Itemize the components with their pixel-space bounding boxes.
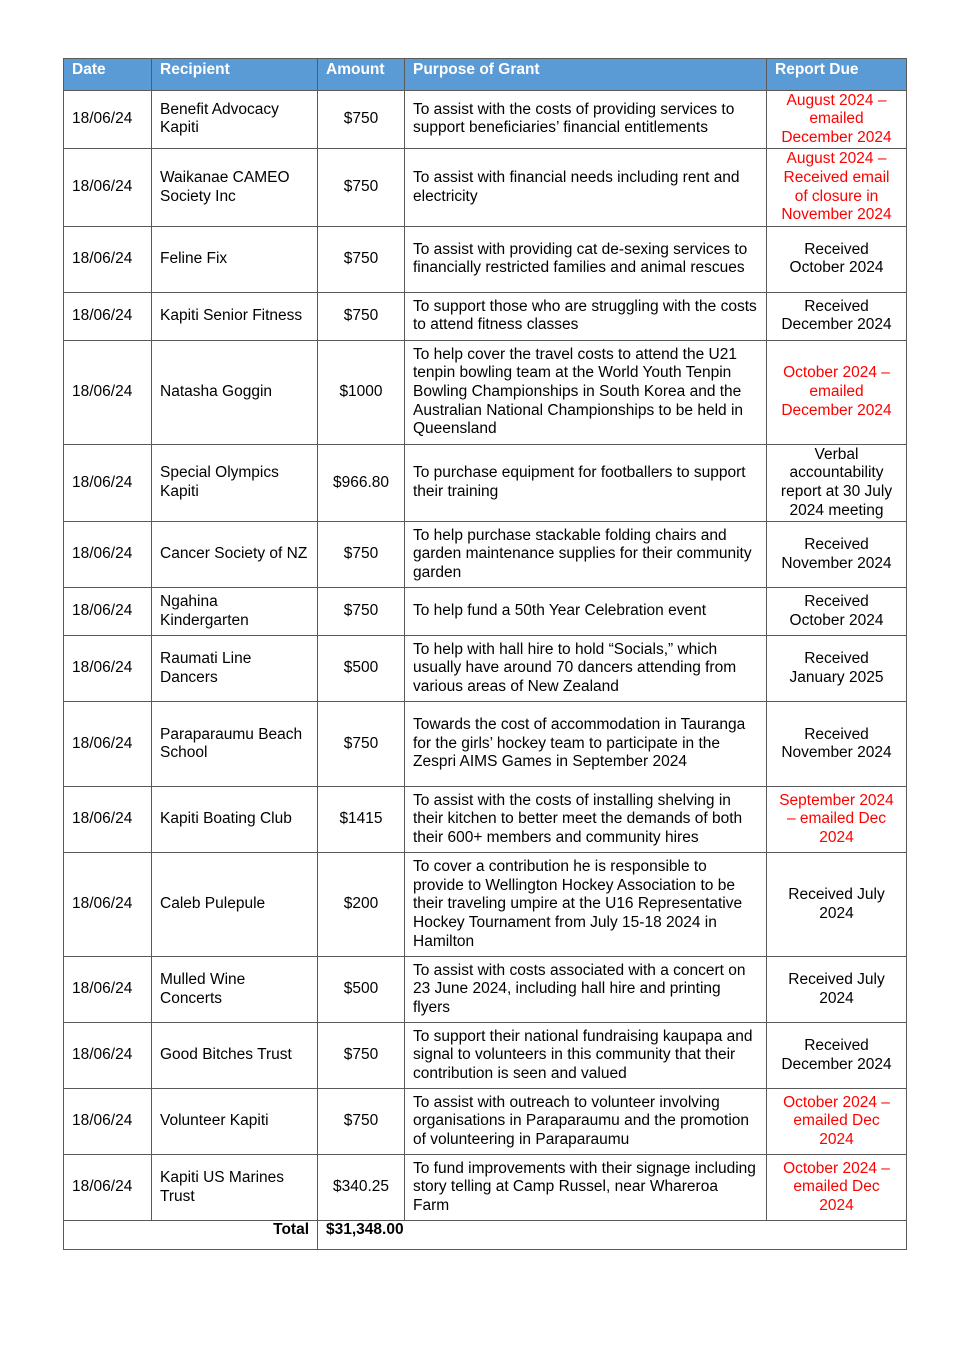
row-date: 18/06/24: [64, 636, 152, 702]
header-amount: Amount: [318, 59, 405, 91]
table-row: [64, 853, 907, 957]
row-date: 18/06/24: [64, 90, 152, 149]
row-date: 18/06/24: [64, 787, 152, 853]
row-report-due: Received January 2025: [767, 636, 907, 702]
table-row: [64, 957, 907, 1023]
row-purpose: To help fund a 50th Year Celebration event: [405, 588, 767, 636]
table-row: [64, 149, 907, 226]
row-date: 18/06/24: [64, 444, 152, 521]
row-date: 18/06/24: [64, 702, 152, 787]
header-date: Date: [64, 59, 152, 91]
row-date: 18/06/24: [64, 1089, 152, 1155]
row-report-due: Received October 2024: [767, 588, 907, 636]
row-purpose: To assist with financial needs including rent and electricity: [405, 149, 767, 226]
row-recipient: Mulled Wine Concerts: [152, 957, 318, 1023]
table-row: [64, 522, 907, 588]
row-purpose: To purchase equipment for footballers to support their training: [405, 444, 767, 521]
row-purpose: To assist with outreach to volunteer involving organisations in Paraparaumu and the promotion of volunteering in Paraparaumu: [405, 1089, 767, 1155]
row-date: 18/06/24: [64, 226, 152, 292]
row-recipient: Kapiti Senior Fitness: [152, 292, 318, 340]
total-row: [64, 1221, 907, 1250]
row-amount: $500: [318, 957, 405, 1023]
row-recipient: Kapiti Boating Club: [152, 787, 318, 853]
row-amount: $750: [318, 522, 405, 588]
row-amount: $1415: [318, 787, 405, 853]
row-date: 18/06/24: [64, 292, 152, 340]
table-body: [64, 90, 907, 1221]
row-report-due: October 2024 – emailed Dec 2024: [767, 1155, 907, 1221]
row-report-due: Received July 2024: [767, 957, 907, 1023]
row-recipient: Waikanae CAMEO Society Inc: [152, 149, 318, 226]
table-row: [64, 1155, 907, 1221]
row-recipient: Kapiti US Marines Trust: [152, 1155, 318, 1221]
row-amount: $750: [318, 149, 405, 226]
row-amount: $750: [318, 90, 405, 149]
row-purpose: To assist with costs associated with a concert on 23 June 2024, including hall hire and printing flyers: [405, 957, 767, 1023]
row-recipient: Good Bitches Trust: [152, 1023, 318, 1089]
row-purpose: To assist with the costs of providing services to support beneficiaries’ financial entitlements: [405, 90, 767, 149]
table-row: [64, 588, 907, 636]
row-report-due: Verbal accountability report at 30 July 2024 meeting: [767, 444, 907, 521]
row-purpose: To fund improvements with their signage including story telling at Camp Russel, near Whareroa Farm: [405, 1155, 767, 1221]
row-purpose: To assist with providing cat de-sexing services to financially restricted families and animal rescues: [405, 226, 767, 292]
total-label: Total: [64, 1221, 318, 1250]
grants-document: [63, 58, 906, 1250]
row-amount: $340.25: [318, 1155, 405, 1221]
row-recipient: Raumati Line Dancers: [152, 636, 318, 702]
table-row: [64, 90, 907, 149]
row-date: 18/06/24: [64, 853, 152, 957]
row-amount: $750: [318, 226, 405, 292]
row-purpose: To help with hall hire to hold “Socials,” which usually have around 70 dancers attending from various areas of New Zealand: [405, 636, 767, 702]
row-amount: $750: [318, 702, 405, 787]
row-report-due: August 2024 – Received email of closure in November 2024: [767, 149, 907, 226]
row-recipient: Feline Fix: [152, 226, 318, 292]
row-recipient: Volunteer Kapiti: [152, 1089, 318, 1155]
row-date: 18/06/24: [64, 340, 152, 444]
row-amount: $750: [318, 292, 405, 340]
table-row: [64, 444, 907, 521]
row-recipient: Cancer Society of NZ: [152, 522, 318, 588]
row-purpose: To support those who are struggling with the costs to attend fitness classes: [405, 292, 767, 340]
row-amount: $966.80: [318, 444, 405, 521]
row-recipient: Natasha Goggin: [152, 340, 318, 444]
header-purpose: Purpose of Grant: [405, 59, 767, 91]
row-amount: $750: [318, 1023, 405, 1089]
row-purpose: Towards the cost of accommodation in Tauranga for the girls’ hockey team to participate in the Zespri AIMS Games in September 2024: [405, 702, 767, 787]
row-report-due: October 2024 – emailed December 2024: [767, 340, 907, 444]
row-amount: $750: [318, 1089, 405, 1155]
row-recipient: Caleb Pulepule: [152, 853, 318, 957]
row-report-due: Received December 2024: [767, 1023, 907, 1089]
header-recipient: Recipient: [152, 59, 318, 91]
row-date: 18/06/24: [64, 1023, 152, 1089]
row-report-due: August 2024 – emailed December 2024: [767, 90, 907, 149]
row-amount: $200: [318, 853, 405, 957]
row-recipient: Benefit Advocacy Kapiti: [152, 90, 318, 149]
row-report-due: Received October 2024: [767, 226, 907, 292]
row-date: 18/06/24: [64, 522, 152, 588]
table-row: [64, 226, 907, 292]
row-date: 18/06/24: [64, 957, 152, 1023]
total-amount: $31,348.00: [318, 1221, 907, 1250]
row-date: 18/06/24: [64, 149, 152, 226]
row-date: 18/06/24: [64, 1155, 152, 1221]
row-purpose: To help cover the travel costs to attend the U21 tenpin bowling team at the World Youth Tenpin Bowling Championships in South Korea and the Australian National Championships to be held in Queensland: [405, 340, 767, 444]
row-report-due: Received November 2024: [767, 522, 907, 588]
table-row: [64, 340, 907, 444]
table-row: [64, 702, 907, 787]
grants-table: [63, 58, 907, 1250]
row-recipient: Paraparaumu Beach School: [152, 702, 318, 787]
row-purpose: To assist with the costs of installing shelving in their kitchen to better meet the demands of both their 600+ members and community hires: [405, 787, 767, 853]
row-purpose: To support their national fundraising kaupapa and signal to volunteers in this community that their contribution is seen and valued: [405, 1023, 767, 1089]
row-report-due: Received July 2024: [767, 853, 907, 957]
table-row: [64, 1023, 907, 1089]
row-recipient: Ngahina Kindergarten: [152, 588, 318, 636]
table-row: [64, 1089, 907, 1155]
row-recipient: Special Olympics Kapiti: [152, 444, 318, 521]
row-amount: $500: [318, 636, 405, 702]
row-report-due: Received December 2024: [767, 292, 907, 340]
table-row: [64, 787, 907, 853]
row-report-due: September 2024 – emailed Dec 2024: [767, 787, 907, 853]
header-report-due: Report Due: [767, 59, 907, 91]
table-row: [64, 636, 907, 702]
row-amount: $750: [318, 588, 405, 636]
row-date: 18/06/24: [64, 588, 152, 636]
row-report-due: October 2024 – emailed Dec 2024: [767, 1089, 907, 1155]
row-purpose: To help purchase stackable folding chairs and garden maintenance supplies for their community garden: [405, 522, 767, 588]
row-report-due: Received November 2024: [767, 702, 907, 787]
row-purpose: To cover a contribution he is responsible to provide to Wellington Hockey Association to be their traveling umpire at the U16 Representative Hockey Tournament from July 15-18 2024 in Hamilton: [405, 853, 767, 957]
table-row: [64, 292, 907, 340]
table-header-row: [64, 59, 907, 91]
row-amount: $1000: [318, 340, 405, 444]
